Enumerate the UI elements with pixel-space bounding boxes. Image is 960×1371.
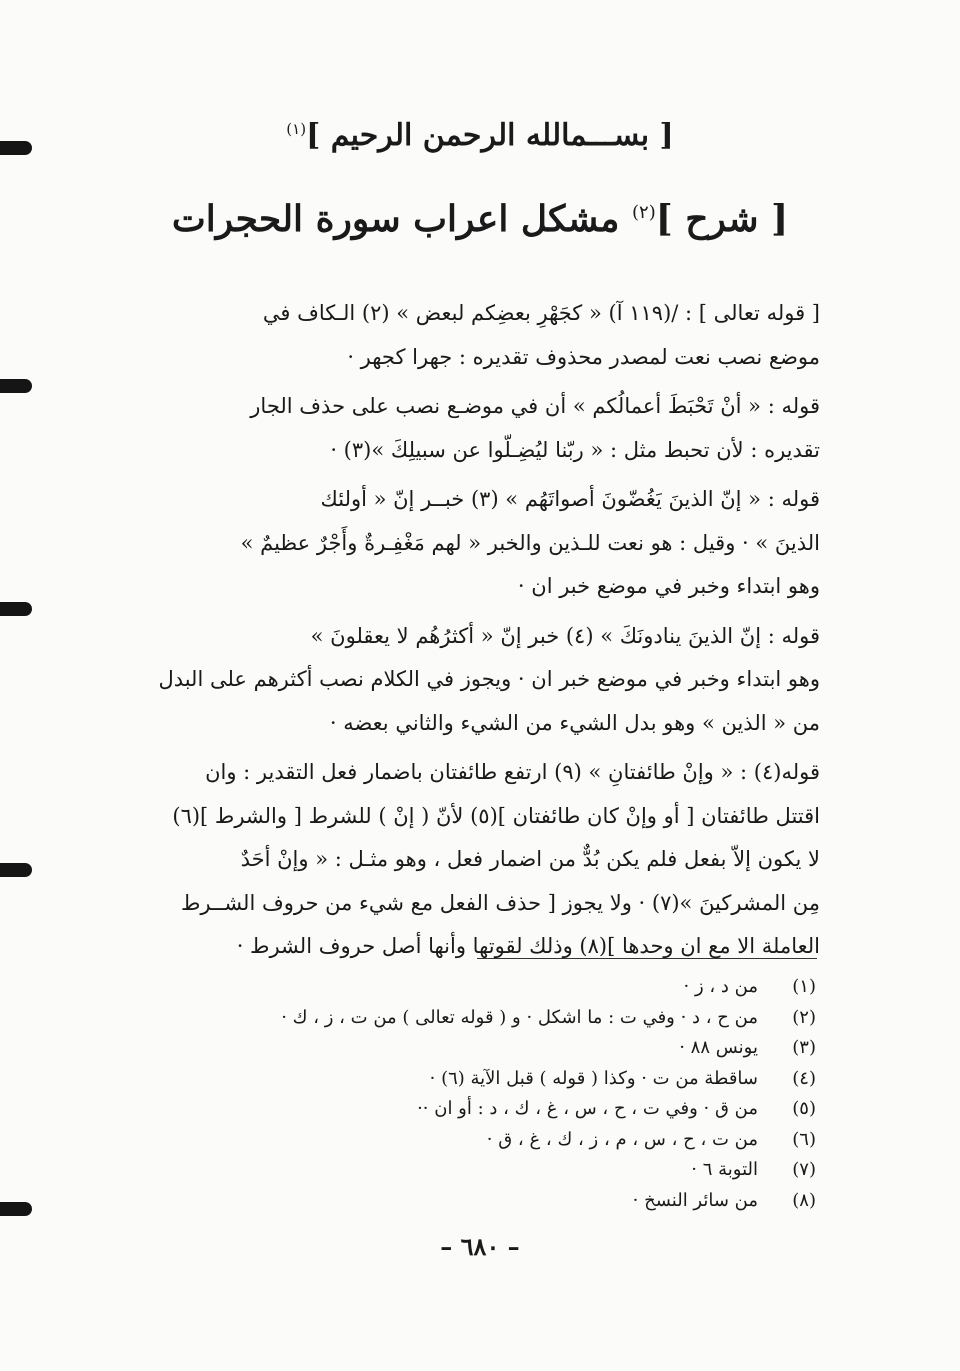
page-number: – ٦٨٠ – xyxy=(440,1232,520,1261)
basmala-heading xyxy=(150,118,810,153)
footnote-number: (٥) xyxy=(792,1098,816,1119)
footnote-number: (٢) xyxy=(792,1006,816,1028)
footnote-number: (٤) xyxy=(792,1067,816,1089)
footnote-text: من سائر النسخ · xyxy=(632,1189,758,1211)
text-line: قوله : « أنْ تَحْبَطَ أعمالُكم » أن في موضـع نصب على حذف الجار xyxy=(250,394,820,418)
binding-marks xyxy=(0,0,40,1371)
binding-mark xyxy=(0,379,32,393)
text-line: تقديره : لأن تحبط مثل : « ربّنا ليُضِـلّوا عن سبيلِكَ »(٣) · xyxy=(330,437,820,462)
page-title xyxy=(150,198,810,240)
text-line: لا يكون إلاّ بفعل فلم يكن بُدٌّ من اضمار فعل ، وهو مثـل : « وإنْ أحَدٌ xyxy=(240,847,820,871)
footnotes xyxy=(140,972,816,1216)
footnote xyxy=(140,1155,816,1186)
paragraph xyxy=(120,292,820,379)
title-footnote-ref: (٢) xyxy=(631,202,656,223)
footnote xyxy=(140,1186,816,1217)
footnote-text: يونس ٨٨ · xyxy=(679,1037,758,1058)
footnote xyxy=(140,1033,816,1064)
footnote xyxy=(140,1003,816,1034)
footnote-text: من ق · وفي ت ، ح ، س ، غ ، ك ، د : أو ان ·· xyxy=(417,1098,758,1119)
paragraph xyxy=(120,615,820,746)
body-text xyxy=(120,292,820,975)
text-line: قوله(٤) : « وإنْ طائفتانِ » (٩) ارتفع طائفتان باضمار فعل التقدير : وان xyxy=(205,760,820,784)
footnote-text: من ح ، د · وفي ت : ما اشكل · و ( قوله تعالى ) من ت ، ز ، ك · xyxy=(281,1006,758,1028)
footnote xyxy=(140,1064,816,1095)
text-line: الذينَ » · وقيل : هو نعت للـذين والخبر « لهم مَغْفِـرةٌ وأَجْرٌ عظيمٌ » xyxy=(240,530,820,555)
footnote xyxy=(140,1125,816,1156)
footnote-number: (٧) xyxy=(792,1159,816,1180)
title-rest: مشكل اعراب سورة الحجرات xyxy=(171,198,632,240)
text-line: وهو ابتداء وخبر في موضع خبر ان · ويجوز في الكلام نصب أكثرهم على البدل xyxy=(158,667,820,691)
text-line: اقتتل طائفتان [ أو وإنْ كان طائفتان ](٥) لأنّ ( إنْ ) للشرط [ والشرط ](٦) xyxy=(172,803,820,828)
text-line: من « الذين » وهو بدل الشيء من الشيء والثاني بعضه · xyxy=(329,710,820,735)
text-line: موضع نصب نعت لمصدر محذوف تقديره : جهرا كجهر · xyxy=(347,344,820,369)
basmala-text: [ بســـمالله الرحمن الرحيم ] xyxy=(306,118,674,153)
title-open: [ شرح ] xyxy=(655,198,789,240)
footnote-text: من ت ، ح ، س ، م ، ز ، ك ، غ ، ق · xyxy=(486,1128,758,1150)
footnote xyxy=(140,1094,816,1125)
text-line: [ قوله تعالى ] : /(١١٩ آ) « كجَهْرِ بعضِكم لبعض » (٢) الـكاف في xyxy=(262,301,820,325)
footnote-number: (١) xyxy=(792,976,816,997)
footnote-text: من د ، ز · xyxy=(683,976,758,997)
binding-mark xyxy=(0,602,32,616)
basmala-footnote-ref: (١) xyxy=(286,120,307,138)
text-line: مِن المشركينَ »(٧) · ولا يجوز [ حذف الفعل مع شيء من حروف الشــرط xyxy=(181,890,820,915)
paragraph xyxy=(120,751,820,969)
footnote-text: التوبة ٦ · xyxy=(691,1159,758,1180)
binding-mark xyxy=(0,141,32,155)
binding-mark xyxy=(0,1202,32,1216)
paragraph xyxy=(120,385,820,472)
text-line: قوله : إنّ الذينَ ينادونَكَ » (٤) خبر إنّ « أكثرُهُم لا يعقلونَ » xyxy=(310,623,820,648)
footnote-number: (٦) xyxy=(792,1128,816,1150)
footnote-divider xyxy=(477,958,817,959)
text-line: وهو ابتداء وخبر في موضع خبر ان · xyxy=(517,574,820,598)
footnote xyxy=(140,972,816,1003)
text-line: العاملة الا مع ان وحدها ](٨) وذلك لقوتها وأنها أصل حروف الشرط · xyxy=(236,934,820,958)
paragraph xyxy=(120,478,820,609)
footnote-number: (٨) xyxy=(792,1189,816,1211)
footnote-number: (٣) xyxy=(792,1037,816,1058)
binding-mark xyxy=(0,863,32,877)
text-line: قوله : « إنّ الذينَ يَغُضّونَ أصواتَهُم » (٣) خبــر إنّ « أولئك xyxy=(320,487,820,511)
footnote-text: ساقطة من ت · وكذا ( قوله ) قبل الآية (٦) · xyxy=(429,1067,758,1089)
